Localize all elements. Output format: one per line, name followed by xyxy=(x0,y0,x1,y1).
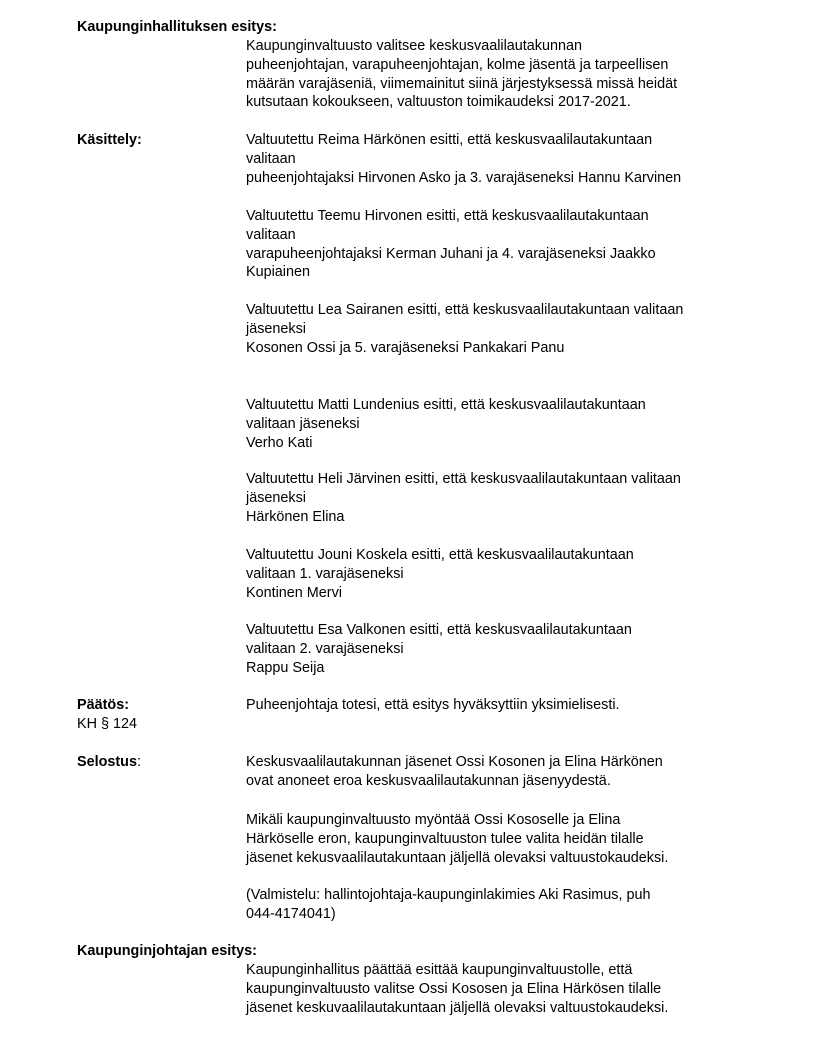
text-line: puheenjohtajaksi Hirvonen Asko ja 3. varajäseneksi Hannu Karvinen xyxy=(246,169,682,186)
text-line: puheenjohtajan, varapuheenjohtajan, kolme jäsentä ja tarpeellisen xyxy=(246,56,669,73)
text-line: Verho Kati xyxy=(246,434,313,451)
kasittely-paragraph-7 xyxy=(246,621,746,677)
text-line: Kontinen Mervi xyxy=(246,584,342,601)
text-line: kaupunginvaltuusto valitse Ossi Kososen ja Elina Härkösen tilalle xyxy=(246,980,662,997)
selostus-paragraph-1 xyxy=(246,753,746,791)
text-line: Valtuutettu Heli Järvinen esitti, että keskusvaalilautakuntaan valitaan xyxy=(246,471,681,487)
section-heading-kasittely: Käsittely: xyxy=(77,132,142,148)
text-line: 044-4174041) xyxy=(246,905,336,922)
text-line: Puheenjohtaja totesi, että esitys hyväksyttiin yksimielisesti. xyxy=(246,697,620,713)
text-line: määrän varajäseniä, viimemainitut siinä järjestyksessä missä heidät xyxy=(246,75,678,92)
text-line: Kosonen Ossi ja 5. varajäseneksi Pankakari Panu xyxy=(246,339,565,356)
text-line: Valtuutettu Jouni Koskela esitti, että keskusvaalilautakuntaan xyxy=(246,547,634,563)
kh-paragraph-reference: KH § 124 xyxy=(77,716,138,732)
selostus-paragraph-3 xyxy=(246,886,746,924)
text-line: varapuheenjohtajaksi Kerman Juhani ja 4. varajäseneksi Jaakko xyxy=(246,245,656,262)
selostus-heading-colon: : xyxy=(136,754,141,770)
selostus-heading-text: Selostus xyxy=(77,754,137,770)
text-line: Valtuutettu Teemu Hirvonen esitti, että keskusvaalilautakuntaan xyxy=(246,208,649,224)
kasittely-paragraph-6 xyxy=(246,546,746,602)
text-line: Rappu Seija xyxy=(246,659,325,676)
text-line: (Valmistelu: hallintojohtaja-kaupunginlakimies Aki Rasimus, puh xyxy=(246,887,651,903)
text-line: valitaan xyxy=(246,150,296,167)
text-line: Valtuutettu Lea Sairanen esitti, että keskusvaalilautakuntaan valitaan xyxy=(246,302,684,318)
text-line: Keskusvaalilautakunnan jäsenet Ossi Kosonen ja Elina Härkönen xyxy=(246,754,663,770)
text-line: Kupiainen xyxy=(246,264,311,281)
text-line: Valtuutettu Matti Lundenius esitti, että keskusvaalilautakuntaan xyxy=(246,397,646,413)
text-line: jäsenet keskuvaalilautakuntaan jäljellä olevaksi valtuustokaudeksi. xyxy=(246,999,669,1016)
text-line: jäseneksi xyxy=(246,320,306,337)
text-line: ovat anoneet eroa keskusvaalilautakunnan jäsenyydestä. xyxy=(246,772,611,789)
text-line: jäseneksi xyxy=(246,489,306,506)
text-line: Mikäli kaupunginvaltuusto myöntää Ossi Kososelle ja Elina xyxy=(246,812,621,828)
text-line: jäsenet kekusvaalilautakuntaan jäljellä olevaksi valtuustokaudeksi. xyxy=(246,849,669,866)
text-line: valitaan xyxy=(246,226,296,243)
kasittely-paragraph-2 xyxy=(246,207,746,282)
kasittely-paragraph-3 xyxy=(246,301,746,357)
text-line: Kaupunginvaltuusto valitsee keskusvaalilautakunnan xyxy=(246,38,583,54)
kj-esitys-paragraph xyxy=(246,961,746,1017)
kasittely-paragraph-1 xyxy=(246,131,746,187)
kasittely-paragraph-4 xyxy=(246,396,746,452)
text-line: Härköselle eron, kaupunginvaltuuston tulee valita heidän tilalle xyxy=(246,830,644,847)
text-line: kutsutaan kokoukseen, valtuuston toimikaudeksi 2017-2021. xyxy=(246,94,631,111)
selostus-paragraph-2 xyxy=(246,811,746,867)
text-line: valitaan 1. varajäseneksi xyxy=(246,565,404,582)
esitys-paragraph xyxy=(246,37,746,112)
text-line: valitaan jäseneksi xyxy=(246,415,360,432)
text-line: valitaan 2. varajäseneksi xyxy=(246,640,404,657)
text-line: Valtuutettu Esa Valkonen esitti, että keskusvaalilautakuntaan xyxy=(246,622,632,638)
text-line: Härkönen Elina xyxy=(246,508,345,525)
paatos-paragraph xyxy=(246,696,746,715)
section-heading-selostus xyxy=(77,753,141,772)
section-heading-kj-esitys: Kaupunginjohtajan esitys: xyxy=(77,943,257,959)
section-heading-paatos: Päätös: xyxy=(77,697,129,713)
kasittely-paragraph-5 xyxy=(246,470,746,526)
text-line: Kaupunginhallitus päättää esittää kaupunginvaltuustolle, että xyxy=(246,962,633,978)
section-heading-esitys: Kaupunginhallituksen esitys: xyxy=(77,19,277,35)
text-line: Valtuutettu Reima Härkönen esitti, että keskusvaalilautakuntaan xyxy=(246,132,653,148)
